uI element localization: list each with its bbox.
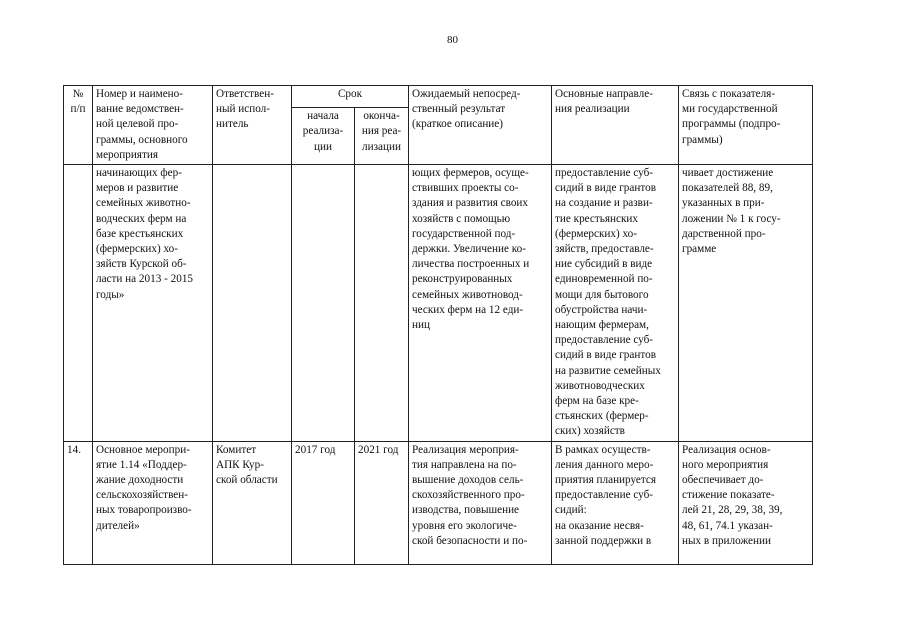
cell-indicators: Реализация основ- ного мероприятия обеспечивает до- стижение показате- лей 21, 28, 29, 38, 39, 48, 61, 74.1 указан- ных в приложении — [679, 441, 813, 564]
header-term-start: начала реализа- ции — [292, 108, 355, 165]
page-number: 80 — [447, 34, 458, 46]
header-term-end: оконча- ния реа- лизации — [355, 108, 409, 165]
cell-end — [355, 165, 409, 442]
cell-end: 2021 год — [355, 441, 409, 564]
table-row — [64, 165, 813, 442]
cell-name: начинающих фер- меров и развитие семейных животно- водческих ферм на базе крестьянских (фермерских) хо- зяйств Курской об- ласти на 2013 - 2015 годы» — [93, 165, 213, 442]
program-table — [63, 85, 813, 565]
cell-num: 14. — [64, 441, 93, 564]
header-responsible: Ответствен- ный испол- нитель — [213, 86, 292, 165]
header-term: Срок — [292, 86, 409, 108]
header-directions: Основные направле- ния реализации — [552, 86, 679, 165]
cell-start: 2017 год — [292, 441, 355, 564]
cell-num — [64, 165, 93, 442]
header-indicators: Связь с показателя- ми государственной программы (подпро- граммы) — [679, 86, 813, 165]
cell-expected-result: ющих фермеров, осуще- ствивших проекты со- здания и развития своих хозяйств с помощью государственной под- держки. Увеличение ко- личества построенных и реконструированных семейных животновод- ческих ферм на 12 еди- ниц — [409, 165, 552, 442]
cell-start — [292, 165, 355, 442]
cell-responsible: Комитет АПК Кур- ской области — [213, 441, 292, 564]
header-row — [64, 86, 813, 108]
cell-expected-result: Реализация мероприя- тия направлена на по- вышение доходов сель- скохозяйственного про- изводства, повышение уровня его экологиче- ской безопасности и по- — [409, 441, 552, 564]
header-name: Номер и наимено- вание ведомствен- ной целевой про- граммы, основного мероприятия — [93, 86, 213, 165]
cell-responsible — [213, 165, 292, 442]
header-expected-result: Ожидаемый непосред- ственный результат (краткое описание) — [409, 86, 552, 165]
cell-directions: предоставление суб- сидий в виде грантов на создание и разви- тие крестьянских (фермерских) хо- зяйств, предоставле- ние субсидий в виде единовременной по- мощи для бытового обустройства начи- нающим фермерам, предоставление суб- сидий в виде грантов на развитие семейных животноводческих ферм на базе кре- стьянских (фермер- ских) хозяйств — [552, 165, 679, 442]
header-num: № п/п — [64, 86, 93, 165]
table-row — [64, 441, 813, 564]
cell-name: Основное меропри- ятие 1.14 «Поддер- жание доходности сельскохозяйствен- ных товаропроизво- дителей» — [93, 441, 213, 564]
cell-indicators: чивает достижение показателей 88, 89, указанных в при- ложении № 1 к госу- дарственной про- грамме — [679, 165, 813, 442]
cell-directions: В рамках осуществ- ления данного меро- приятия планируется предоставление суб- сидий: на оказание несвя- занной поддержки в — [552, 441, 679, 564]
